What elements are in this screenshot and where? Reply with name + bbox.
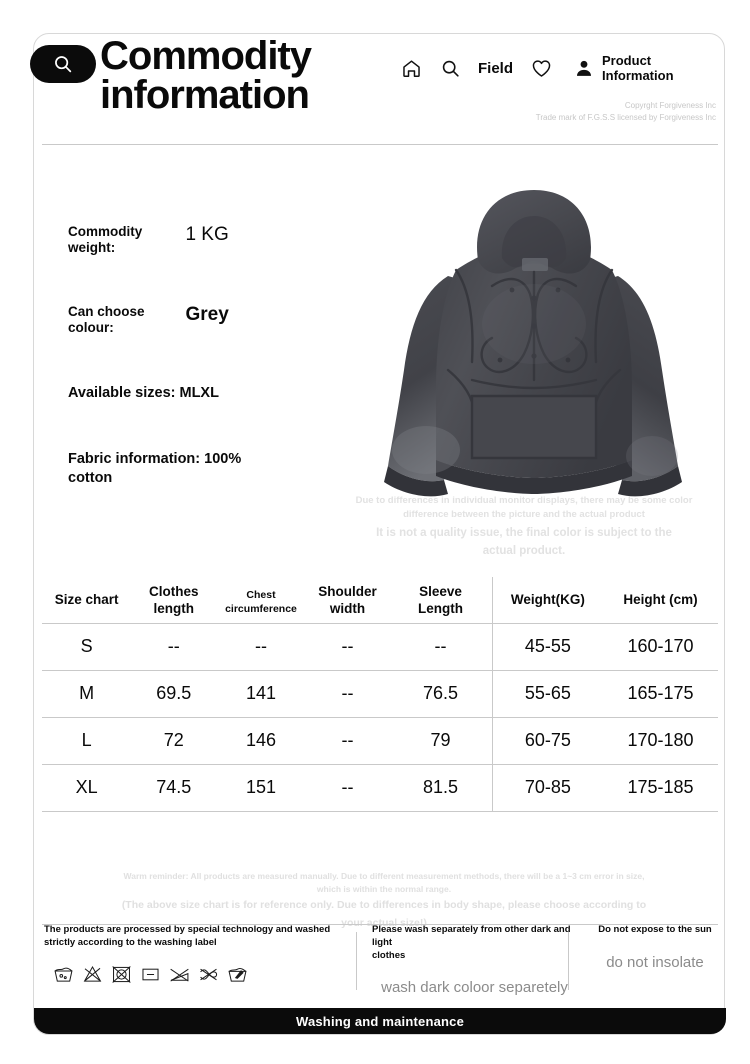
column-header-shoulder-l2: width: [329, 600, 366, 616]
page-title-line2: information: [100, 73, 309, 118]
spec-value-colour: Grey: [185, 303, 229, 325]
column-header-shoulder-l1: Shoulder: [318, 583, 377, 599]
cell-clothes-length: 69.5: [131, 670, 216, 717]
size-chart-table: [42, 577, 718, 812]
iron-low-icon: [139, 963, 162, 986]
heart-icon[interactable]: [530, 57, 552, 79]
care-no-sun-sub: do not insolate: [606, 953, 704, 971]
cell-height: 170-180: [603, 717, 718, 764]
spec-fabric-line1: Fabric information: 100%: [68, 450, 242, 467]
table-row: [42, 623, 718, 670]
cell-clothes-length: 72: [131, 717, 216, 764]
warm-reminder-line2: which is within the normal range.: [316, 884, 452, 895]
no-tumble-dry-icon: [110, 963, 133, 986]
column-header-weight-text: Weight(KG): [510, 591, 585, 607]
cell-shoulder: --: [306, 764, 390, 811]
care-no-sun-head: Do not expose to the sun: [598, 924, 712, 935]
cell-shoulder: --: [306, 670, 390, 717]
spec-row-colour: [68, 304, 358, 337]
care-washing-label-line2: strictly according to the washing label: [44, 936, 217, 948]
column-header-size-text: Size chart: [54, 591, 119, 607]
cell-size: M: [42, 670, 131, 717]
cell-clothes-length: 74.5: [131, 764, 216, 811]
column-header-chest-circumference: [216, 577, 305, 623]
cell-height: 160-170: [603, 623, 718, 670]
column-header-chest-l1: Chest: [246, 588, 276, 601]
cell-weight: 45-55: [492, 623, 603, 670]
spec-value-weight: 1 KG: [185, 224, 229, 245]
care-wash-separately-head: [372, 924, 577, 962]
cell-size: L: [42, 717, 131, 764]
cell-height: 175-185: [603, 764, 718, 811]
wash-tub-icon: [52, 963, 75, 986]
nav-account-label: [602, 53, 692, 84]
column-header-sleeve-l1: Sleeve: [419, 583, 462, 599]
column-header-clothes-length-l1: Clothes: [149, 583, 199, 599]
size-chart-header-row: [42, 577, 718, 623]
care-wash-separately: [372, 924, 577, 998]
footer-label: Washing and maintenance: [295, 1013, 465, 1029]
color-disclaimer-line2: difference between the picture and the actual product: [403, 509, 645, 521]
header-nav: [400, 48, 692, 88]
column-header-chest-l2: circumference: [225, 602, 297, 615]
spec-label-colour-line1: Can choose: [68, 303, 145, 319]
care-washing-label-head: [44, 924, 356, 950]
spec-available-sizes: Available sizes: MLXL: [68, 384, 219, 401]
page-header: [34, 34, 726, 144]
cell-clothes-length: --: [131, 623, 216, 670]
home-icon[interactable]: [400, 57, 422, 79]
cell-chest: 151: [216, 764, 305, 811]
nav-account-line2: Information: [602, 68, 674, 83]
spec-label-weight: [68, 224, 172, 257]
color-disclaimer-line1: Due to differences in individual monitor displays, there may be some color: [355, 495, 693, 506]
care-washing-label-line1: The products are processed by special technology and washed: [44, 924, 331, 935]
column-header-weight: [492, 577, 603, 623]
cell-size: S: [42, 623, 131, 670]
nav-account-line1: Product: [602, 52, 652, 68]
cell-chest: 146: [216, 717, 305, 764]
search-button[interactable]: [30, 45, 96, 83]
spec-label-weight-line1: Commodity: [68, 224, 143, 239]
care-washing-label: [44, 924, 356, 998]
no-wring-icon: [197, 963, 220, 986]
table-row: [42, 670, 718, 717]
cell-sleeve: 79: [389, 717, 492, 764]
cell-shoulder: --: [306, 623, 390, 670]
nav-search-icon[interactable]: [439, 57, 461, 79]
care-section: [34, 924, 726, 998]
spec-row-weight: [68, 224, 358, 257]
care-wash-separately-line1: Please wash separately from other dark and light: [372, 924, 571, 948]
column-header-sleeve-l2: Length: [418, 600, 464, 616]
person-icon: [573, 57, 595, 79]
no-flat-dry-icon: [168, 963, 191, 986]
column-header-clothes-length-l2: length: [153, 600, 195, 616]
spec-label-weight-line2: weight:: [68, 240, 116, 256]
spec-row-fabric: [68, 450, 358, 488]
nav-item-product-information[interactable]: [573, 53, 692, 84]
spec-row-sizes: [68, 384, 358, 403]
copyright-notice: [536, 100, 716, 123]
care-symbol-row: [44, 963, 356, 986]
search-icon: [52, 53, 74, 75]
column-header-height: [603, 577, 718, 623]
size-chart: [42, 577, 718, 812]
cell-chest: 141: [216, 670, 305, 717]
nav-item-field[interactable]: Field: [478, 59, 514, 77]
care-divider-1: [356, 932, 357, 990]
column-header-sleeve-length: [389, 577, 492, 623]
color-disclaimer: [334, 494, 714, 560]
color-disclaimer-line4: actual product.: [482, 545, 566, 558]
copyright-line1: Copyrght Forgiveness Inc: [624, 101, 716, 110]
page-title-line1: Commodity: [100, 34, 311, 78]
warm-reminder: [74, 870, 694, 932]
column-header-height-text: Height (cm): [623, 591, 698, 607]
product-image: [352, 174, 714, 509]
column-header-clothes-length: [131, 577, 216, 623]
spec-fabric-information: [68, 450, 358, 488]
cell-sleeve: 76.5: [389, 670, 492, 717]
care-wash-separately-line2: clothes: [372, 949, 406, 961]
cell-shoulder: --: [306, 717, 390, 764]
cell-chest: --: [216, 623, 305, 670]
cell-sleeve: --: [389, 623, 492, 670]
table-row: [42, 717, 718, 764]
spec-list: [68, 224, 358, 487]
cell-height: 165-175: [603, 670, 718, 717]
footer-bar: [34, 1008, 726, 1034]
product-info-card: [33, 33, 725, 1035]
cell-sleeve: 81.5: [389, 764, 492, 811]
column-header-size: [42, 577, 131, 623]
column-header-shoulder-width: [306, 577, 390, 623]
spec-label-colour: [68, 304, 172, 337]
table-row: [42, 764, 718, 811]
hand-wash-icon: [226, 963, 249, 986]
care-no-sun-exposure: [590, 924, 720, 998]
header-divider: [42, 144, 718, 145]
page-title: [100, 34, 410, 118]
cell-weight: 70-85: [492, 764, 603, 811]
cell-size: XL: [42, 764, 131, 811]
copyright-line2: Trade mark of F.G.S.S licensed by Forgiveness Inc: [535, 112, 716, 122]
spec-label-colour-line2: colour:: [68, 320, 114, 336]
warm-reminder-line3: (The above size chart is for reference only. Due to differences in body shape, please choose according to: [121, 899, 647, 912]
care-wash-separately-sub: wash dark coloor separetely: [381, 979, 568, 997]
color-disclaimer-line3: It is not a quality issue, the final color is subject to the: [376, 526, 672, 539]
cell-weight: 55-65: [492, 670, 603, 717]
warm-reminder-line1: Warm reminder: All products are measured manually. Due to different measurement methods, there will be a 1~3 cm error in size,: [123, 871, 645, 881]
cell-weight: 60-75: [492, 717, 603, 764]
no-bleach-icon: [81, 963, 104, 986]
spec-fabric-line2: cotton: [68, 469, 113, 486]
